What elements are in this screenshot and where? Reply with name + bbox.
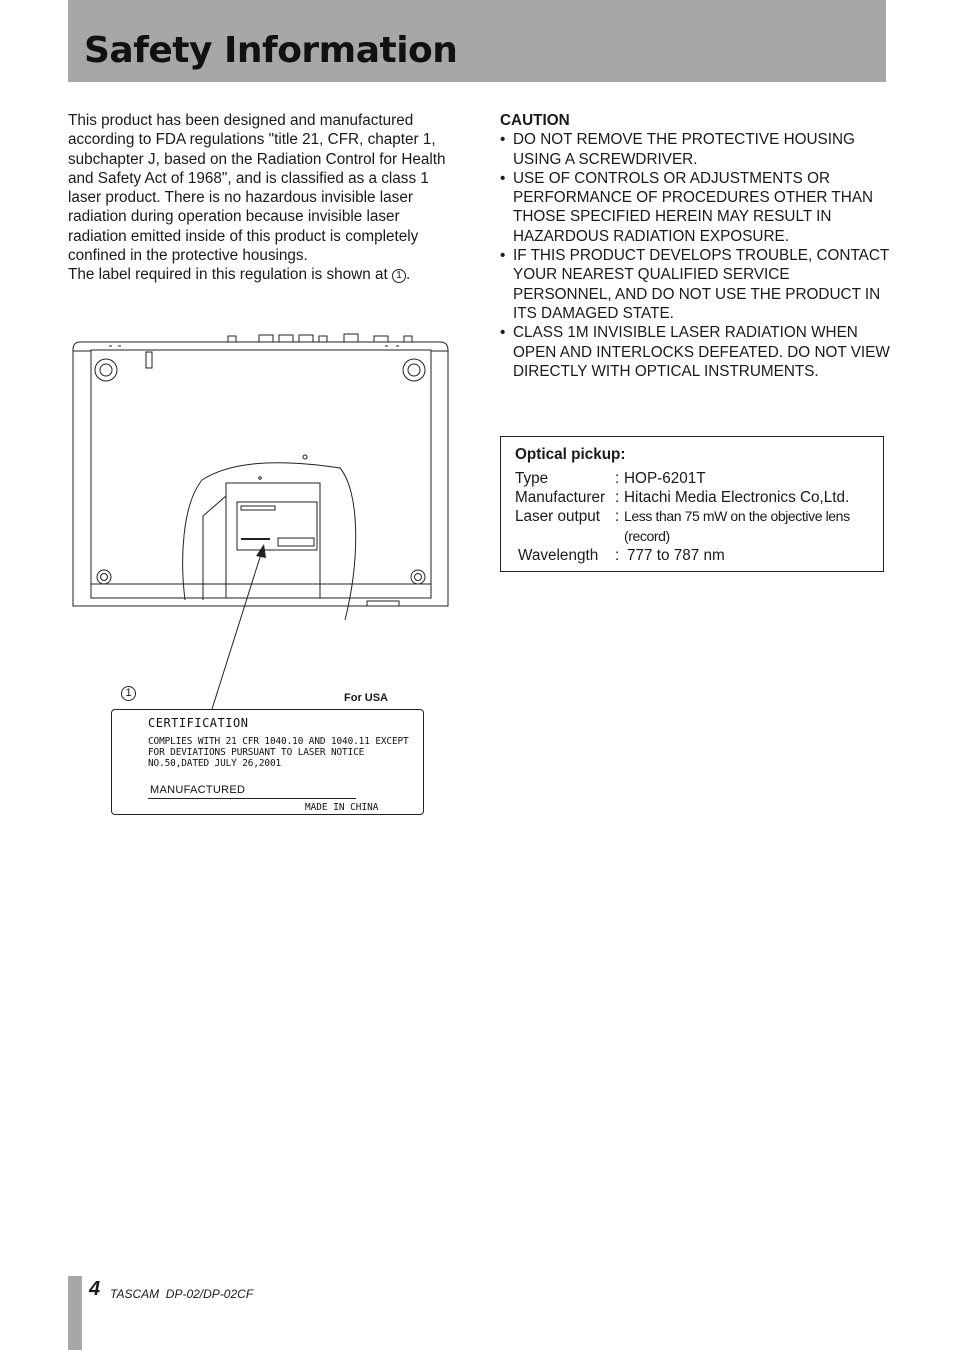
rubber-foot-icon — [95, 359, 117, 381]
bullet: • — [500, 169, 506, 187]
bullet: • — [500, 324, 506, 342]
screw-icon — [259, 477, 261, 479]
caution-item-text: DO NOT REMOVE THE PROTECTIVE HOUSING USING A SCREWDRIVER. — [513, 131, 855, 168]
chassis-outline — [73, 342, 448, 606]
spec-value: Hitachi Media Electronics Co,Ltd. — [624, 489, 850, 506]
callout-leader-line — [212, 551, 262, 709]
footer-bar — [68, 1276, 82, 1350]
spec-colon: : — [615, 547, 620, 564]
sentence-end: . — [405, 266, 411, 284]
certification-line: COMPLIES WITH 21 CFR 1040.10 AND 1040.11 EXCEPT — [148, 736, 409, 747]
caution-item-text: USE OF CONTROLS OR ADJUSTMENTS OR PERFORMANCE OF PROCEDURES OTHER THAN THOSE SPECIFIED HEREIN MAY RESULT IN HAZARDOUS RADIATION EXPOSURE. — [513, 169, 874, 245]
certification-line: FOR DEVIATIONS PURSUANT TO LASER NOTICE — [148, 747, 365, 758]
spec-colon: : — [615, 489, 620, 506]
rubber-foot-icon — [411, 570, 425, 584]
certification-label — [111, 709, 424, 815]
spec-label: Laser output — [515, 508, 601, 525]
spec-value: HOP-6201T — [624, 470, 706, 487]
caution-item-text: CLASS 1M INVISIBLE LASER RADIATION WHEN OPEN AND INTERLOCKS DEFEATED. DO NOT VIEW DIRECTLY WITH OPTICAL INSTRUMENTS. — [513, 324, 890, 380]
spec-value: Less than 75 mW on the objective lens — [624, 508, 850, 524]
device-label-plate — [226, 483, 320, 598]
spec-colon: : — [615, 470, 620, 487]
bottom-slot — [367, 601, 399, 606]
spec-label: Manufacturer — [515, 489, 606, 506]
footer-model: DP-02/DP-02CF — [165, 1287, 254, 1301]
housing-cover-outline — [183, 463, 356, 620]
chassis-inner-panel — [91, 350, 431, 598]
spec-label: Type — [515, 470, 549, 487]
callout-number: 1 — [121, 686, 136, 701]
certification-title: CERTIFICATION — [148, 716, 249, 730]
caution-title: CAUTION — [500, 112, 570, 129]
manufactured-text: MANUFACTURED — [150, 784, 246, 796]
spec-value: 777 to 787 nm — [627, 547, 725, 564]
spec-value: (record) — [624, 528, 670, 544]
label-sentence-text: The label required in this regulation is shown at — [68, 266, 388, 284]
page-number: 4 — [89, 1278, 101, 1300]
vent-slot-icon — [146, 352, 152, 368]
callout-arrowhead — [256, 544, 266, 558]
bullet: • — [500, 131, 506, 149]
rear-connectors — [228, 334, 412, 342]
footer-brand: TASCAM — [110, 1287, 160, 1301]
bullet: • — [500, 247, 506, 265]
page-title: Safety Information — [84, 30, 458, 71]
rubber-foot-icon — [403, 359, 425, 381]
country-of-origin: MADE IN CHINA — [305, 802, 379, 813]
rubber-foot-icon — [97, 570, 111, 584]
spec-colon: : — [615, 508, 620, 525]
callout-reference: 1 — [392, 269, 406, 283]
screw-icon — [303, 455, 307, 459]
device-label-sticker — [237, 502, 317, 550]
manufactured-rule — [148, 798, 356, 799]
optical-pickup-title: Optical pickup: — [515, 446, 626, 463]
caution-item-text: IF THIS PRODUCT DEVELOPS TROUBLE, CONTACT YOUR NEAREST QUALIFIED SERVICE PERSONNEL, AND DO NOT USE THE PRODUCT IN ITS DAMAGED STATE. — [513, 247, 889, 322]
certification-line: NO.50,DATED JULY 26,2001 — [148, 758, 282, 769]
spec-label: Wavelength — [518, 547, 599, 564]
intro-paragraph: This product has been designed and manufactured according to FDA regulations "title 21, CFR, chapter 1, subchapter J, based on the Radiation Control for Health and Safety Act of 1968", and is classified as a class 1 laser product. There is no hazardous invisible laser radiation during operation because invisible laser radiation emitted inside of this product is completely confined in the protective housings. — [68, 112, 446, 265]
footer-product — [110, 1287, 253, 1301]
region-note: For USA — [344, 692, 388, 704]
